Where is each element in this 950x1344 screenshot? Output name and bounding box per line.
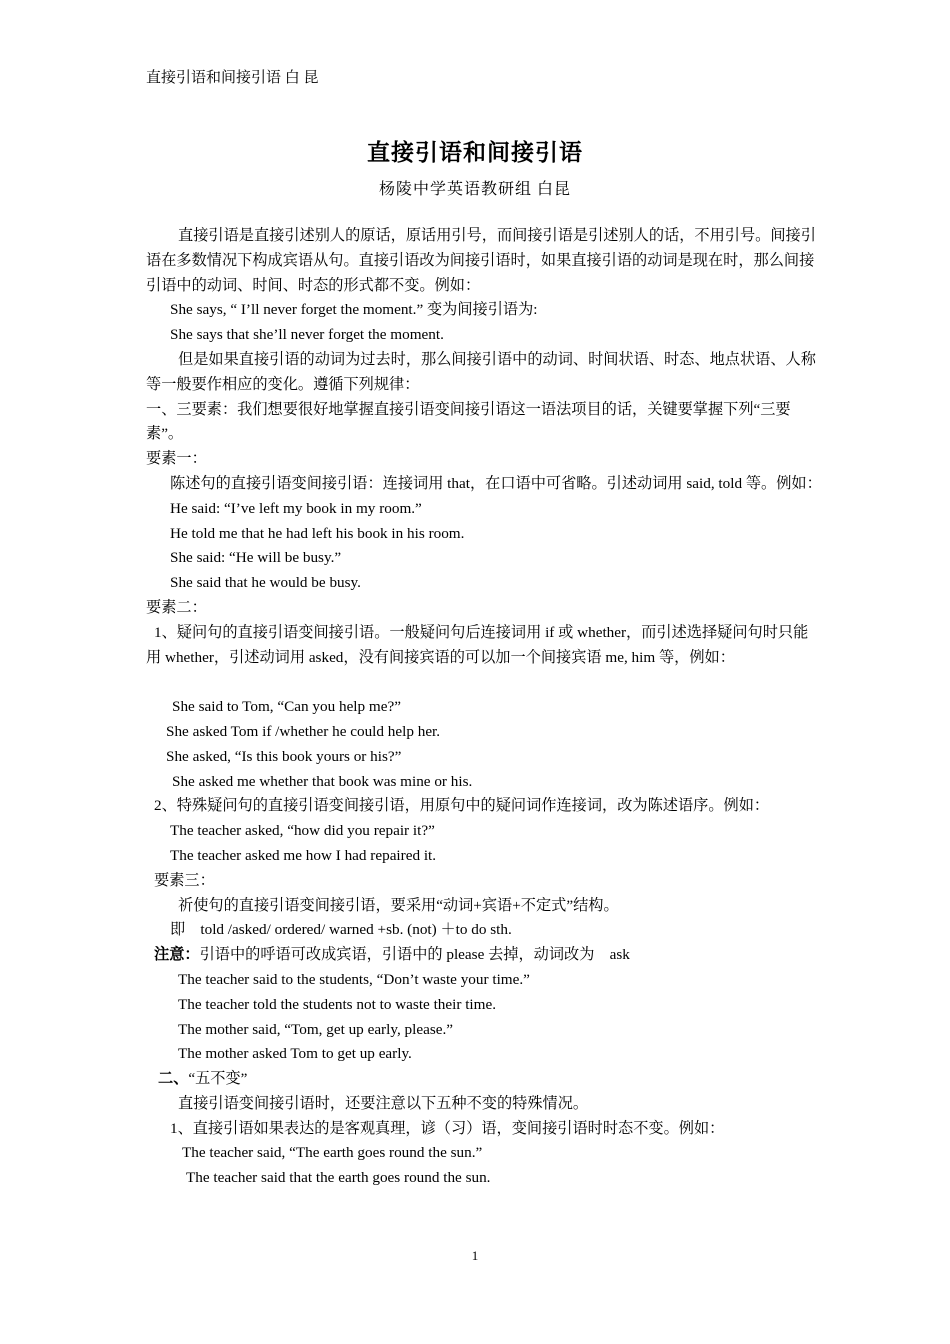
text-line: The mother asked Tom to get up early. — [178, 1045, 412, 1063]
text-line: 一、三要素：我们想要很好地掌握直接引语变间接引语这一语法项目的话，关键要掌握下列“三要素”。 — [146, 400, 791, 443]
text-line: She asked Tom if /whether he could help her. — [166, 722, 441, 740]
text-line: The mother said, “Tom, get up early, please.” — [178, 1020, 454, 1038]
text-line: 祈使句的直接引语变间接引语，要采用“动词+宾语+不定式”结构。 — [178, 896, 619, 914]
text-line — [146, 1067, 822, 1092]
document-title: 直接引语和间接引语 — [367, 140, 583, 165]
text-line: 但是如果直接引语的动词为过去时，那么间接引语中的动词、时间状语、时态、地点状语、人称等一般要作相应的变化。遵循下列规律： — [146, 350, 816, 393]
text-line: The teacher said to the students, “Don’t waste your time.” — [178, 970, 530, 988]
text-line: 陈述句的直接引语变间接引语：连接词用 that，在口语中可省略。引述动词用 said, told 等。例如： — [170, 474, 822, 492]
document-body — [146, 224, 822, 1191]
line-text: “五不变” — [188, 1070, 248, 1088]
text-line: 要素二： — [146, 598, 207, 616]
text-line: She said that he would be busy. — [170, 574, 361, 592]
text-line: She said to Tom, “Can you help me?” — [172, 698, 401, 716]
text-line: The teacher said that the earth goes round the sun. — [186, 1169, 491, 1187]
running-header: 直接引语和间接引语 白 昆 — [146, 70, 319, 86]
text-line: The teacher said, “The earth goes round the sun.” — [182, 1144, 483, 1162]
text-line: 要素一： — [146, 450, 207, 468]
text-line: 要素三： — [154, 871, 215, 889]
page-number: 1 — [471, 1248, 479, 1263]
text-line: She says that she’ll never forget the moment. — [170, 326, 444, 344]
text-line: The teacher asked, “how did you repair it?” — [170, 822, 435, 840]
text-line — [146, 670, 822, 695]
text-line: He said: “I’ve left my book in my room.” — [170, 499, 422, 517]
text-line: The teacher told the students not to waste their time. — [178, 995, 497, 1013]
line-label: 注意： — [154, 946, 200, 964]
text-line: She says, “ I’ll never forget the moment.” 变为间接引语为: — [170, 301, 538, 319]
text-line: 直接引语变间接引语时，还要注意以下五种不变的特殊情况。 — [178, 1094, 589, 1112]
text-line: 1、直接引语如果表达的是客观真理，谚（习）语，变间接引语时时态不变。例如： — [170, 1119, 725, 1137]
text-line: The teacher asked me how I had repaired it. — [170, 846, 437, 864]
text-line: She asked me whether that book was mine or his. — [172, 772, 473, 790]
text-line: 2、特殊疑问句的直接引语变间接引语，用原句中的疑问词作连接词，改为陈述语序。例如： — [154, 797, 770, 815]
text-line: He told me that he had left his book in his room. — [170, 524, 465, 542]
text-line: She said: “He will be busy.” — [170, 549, 342, 567]
text-line: 即 told /asked/ ordered/ warned +sb. (not) ＋to do sth. — [170, 921, 512, 939]
text-line: She asked, “Is this book yours or his?” — [166, 747, 402, 765]
text-line: 直接引语是直接引述别人的原话，原话用引号，而间接引语是引述别人的话，不用引号。间接引语在多数情况下构成宾语从句。直接引语改为间接引语时，如果直接引语的动词是现在时，那么间接引语中的动词、时间、时态的形式都不变。例如： — [146, 227, 816, 294]
document-subtitle: 杨陵中学英语教研组 白昆 — [378, 181, 571, 198]
text-line: 1、疑问句的直接引语变间接引语。一般疑问句后连接词用 if 或 whether，而引述选择疑问句时只能用 whether，引述动词用 asked，没有间接宾语的可以加一个间接宾语 me, him 等，例如： — [146, 623, 809, 666]
text-line — [146, 943, 822, 968]
line-label: 二、 — [158, 1070, 189, 1088]
line-text: 引语中的呼语可改成宾语，引语中的 please 去掉，动词改为 ask — [199, 946, 630, 964]
